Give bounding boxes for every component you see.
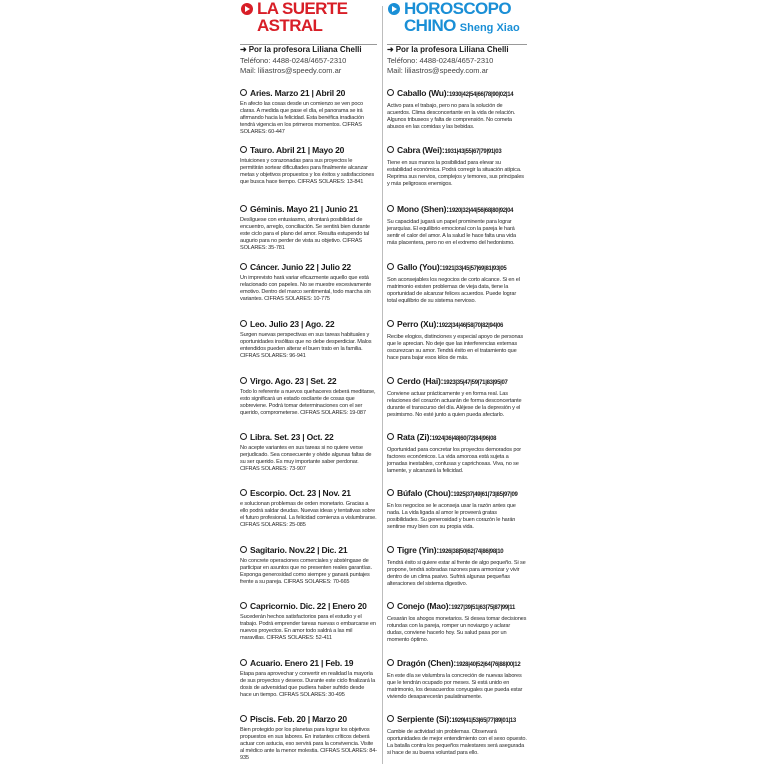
sign-name: Leo. Julio 23 | Ago. 22: [250, 319, 335, 329]
sign-text: En afecto las cosas desde un comienzo se ven poco claras. A medida que pase el día, el panorama se irá afirmando hacia la felicidad. Esta benéfica irradiación tendrá vigencia en los primeros momentos. CIFRAS SOLARES: 60-447: [240, 101, 364, 136]
sign-text: Deslíguese con entusiasmo, afrontará posibilidad de encuentro, arreglo, conciliación. Se sentirá bien durante este ciclo para el plano del amor. Resulta estupendo tal augurio para no perder de vista su objetivo. CIFRAS SOLARES: 35-781: [240, 217, 370, 252]
bullet-icon: [240, 205, 247, 212]
sign-entry: [240, 204, 377, 252]
sign-entry: [387, 545, 527, 588]
sign-text: Etapa para aprovechar y convertir en realidad la mayoría de sus proyectos y deseos. Durante este ciclo finalizará la dosis de adversidad que pudiera haber sufrido desde hace un tiempo. CIFRAS SOLARES: 30-495: [240, 671, 376, 699]
sign-text: Tiene en sus manos la posibilidad para elevar su estabilidad económica. Podrá corregir la situación atípica. Reprima sus nervios, complejos y temores, sus principales y más peligrosos enemigos.: [387, 160, 524, 188]
sign-years: 1927|39|51|63|75|87|99|11: [451, 605, 516, 611]
sign-text: Tendrá éxito si quiere estar al frente de algo pequeño. Si se propone, tendrá sobradas razones para armonizar y vivir dentro de un clima pasivo. Sufrirá algunas pequeñas alteraciones del sistema digestivo.: [387, 560, 526, 588]
sign-text: e solucionan problemas de orden monetario. Gracias a ello podrá saldar deudas. Nuevas ideas y tentativas sobre el futuro profesional. La felicidad comienza a vislumbrarse. CIFRAS SOLARES: 25-085: [240, 501, 377, 529]
sign-name: Virgo. Ago. 23 | Set. 22: [250, 376, 337, 386]
arrow-icon: ➜: [240, 45, 247, 54]
chinese-column: [387, 0, 527, 770]
sign-name: Gallo (You):: [397, 262, 443, 272]
sign-years: 1926|38|50|62|74|86|98|10: [439, 549, 504, 555]
bullet-icon: [240, 146, 247, 153]
astral-author: [240, 45, 362, 54]
sign-text: Recibe elogios, distinciones y especial apoyo de personas que le aprecian. No deje que las interferencias externas oscurezcan su amor. Tendrá éxito en el tratamiento que hace para bajar esos kilos de más.: [387, 334, 524, 362]
sign-text: No acepte variantes en sus tareas si no quiere verse perjudicado. Sea consecuente y olvide algunas faltas de su ser querido. Es muy importante saber perdonar. CIFRAS SOLARES: 73-907: [240, 445, 372, 473]
sign-entry: [387, 376, 527, 419]
sign-text: Intuiciones y corazonadas para sus proyectos le permitirán sortear dificultades para finalmente alcanzar metas y objetivos propuestos y los éxitos y satisfacciones que busca hace tiempo. CIFRAS SOLARES: 13-841: [240, 158, 375, 186]
sign-entry: [387, 88, 527, 131]
sign-name: Escorpio. Oct. 23 | Nov. 21: [250, 488, 351, 498]
sign-name: Cáncer. Junio 22 | Julio 22: [250, 262, 351, 272]
chinese-title-line2: [404, 17, 520, 37]
sign-name: Piscis. Feb. 20 | Marzo 20: [250, 714, 347, 724]
sign-text: Bien protegido por los planetas para lograr los objetivos propuestos en sus labores. En instantes críticos deberá actuar con astucia, eso servirá para la convivencia. Visite al médico ante la menor molestia. CIFRAS SOLARES: 84-935: [240, 727, 377, 762]
bullet-icon: [387, 659, 394, 666]
sign-years: 1921|33|45|57|69|81|93|05: [442, 266, 507, 272]
sign-text: Cesarán los ahogos monetarios. Si desea tomar decisiones rotundas con la pareja, romper un noviazgo y aclarar dudas, conviene hacerlo hoy. Su salud pasa por un momento óptimo.: [387, 616, 527, 644]
sign-entry: [387, 488, 527, 531]
sign-entry: [387, 262, 527, 305]
sign-entry: [387, 601, 527, 644]
sign-text: Activo para el trabajo, pero no para la solución de acuerdos. Clima desconcertante en la vida de relación. Algunos tribuseos y falta de comprensión. No cometa abusos en las comidas y las bebidas.: [387, 103, 516, 131]
bullet-icon: [240, 602, 247, 609]
bullet-icon: [240, 377, 247, 384]
bullet-icon: [387, 433, 394, 440]
sign-name: Serpiente (Si):: [397, 714, 452, 724]
sign-entry: [240, 714, 377, 762]
sign-text: Sucederán hechos satisfactorios para el estudio y el trabajo. Podrá emprender tareas nuevas o embarcarse en nuevos proyectos. En amor todo saldrá a las mil maravillas. CIFRAS SOLARES: 52-411: [240, 614, 376, 642]
chinese-phone: Teléfono: 4488-0248/4657-2310: [387, 56, 494, 65]
sign-name: Libra. Set. 23 | Oct. 22: [250, 432, 334, 442]
sign-text: No concrete operaciones comerciales y absténgase de participar en asuntos que no presenten reales garantías. Exponga generosidad como siempre y ganará puntajes frente a su pareja. CIFRAS SOLARES: 70-665: [240, 558, 372, 586]
bullet-icon: [387, 146, 394, 153]
bullet-icon: [240, 715, 247, 722]
sign-entry: [387, 145, 527, 188]
sign-years: 1923|35|47|59|71|83|95|07: [443, 380, 508, 386]
bullet-icon: [387, 320, 394, 327]
astral-header: [240, 0, 377, 44]
arrow-icon: ➜: [387, 45, 394, 54]
bullet-icon: [240, 263, 247, 270]
chinese-author-name: Por la profesora Liliana Chelli: [395, 45, 509, 54]
sign-name: Perro (Xu):: [397, 319, 439, 329]
sign-text: Todo lo referente a nuevos quehaceres deberá meditarse, esto significará un estado oscilante de cosas que sobreviene. Podrá tomar determinaciones con el ser querido, comprometerse. CIFRAS SOLARES: 19-087: [240, 389, 376, 417]
sign-name: Acuario. Enero 21 | Feb. 19: [250, 658, 354, 668]
bullet-icon: [240, 659, 247, 666]
bullet-icon: [387, 205, 394, 212]
sign-name: Dragón (Chen):: [397, 658, 457, 668]
bullet-icon: [240, 433, 247, 440]
sign-entry: [240, 658, 377, 699]
sign-years: 1929|41|53|65|77|89|01|13: [451, 718, 516, 724]
astral-mail: Mail: liliastros@speedy.com.ar: [240, 66, 342, 75]
bullet-icon: [387, 715, 394, 722]
sign-text: Surgen nuevas perspectivas en sus tareas habituales y oportunidades insólitas que no debe desperdiciar. Malos entendidos pueden alterar el buen trato en la familia. CIFRAS SOLARES: 96-941: [240, 332, 372, 360]
bullet-icon: [387, 546, 394, 553]
chinese-author: [387, 45, 509, 54]
sign-name: Cerdo (Hai):: [397, 376, 444, 386]
bullet-icon: [387, 489, 394, 496]
sign-entry: [387, 432, 527, 475]
sign-text: En este día se vislumbra la concreción de nuevas labores que le tendrán ocupado por meses. Si está unido en matrimonio, los desacuerdos conyugales que pueda estar viviendo desaparecerán paulatinamente.: [387, 673, 523, 701]
astral-title-line2: ASTRAL: [257, 16, 323, 35]
sign-entry: [387, 319, 527, 362]
sign-entry: [240, 88, 377, 136]
sign-name: Rata (Zi):: [397, 432, 432, 442]
sign-name: Aries. Marzo 21 | Abril 20: [250, 88, 346, 98]
sign-text: Son aconsejables los negocios de corto alcance. Si en el matrimonio existen problemas de vieja data, tiene la oportunidad de alcanzar felices acuerdos. Puede lograr total equilibrio de su sistema nervioso.: [387, 277, 520, 305]
sign-entry: [240, 545, 377, 586]
sign-text: Conviene actuar prácticamente y en forma real. Las relaciones del corazón actuarán de forma desconcertante durante el transcurso del día. Aléjese de la depresión y el pesimismo. No esté junto a quien pueda afectarlo.: [387, 391, 522, 419]
sign-text: En los negocios se le aconseja usar la razón antes que nada. La vida ligada al amor le proveerá gratas posibilidades. Su generosidad y buen corazón le harán sentirse muy bien con su propia vida.: [387, 503, 516, 531]
bullet-icon: [240, 489, 247, 496]
sign-years: 1928|40|52|64|76|88|00|12: [456, 662, 521, 668]
sign-name: Conejo (Mao):: [397, 601, 452, 611]
sign-text: Oportunidad para concretar los proyectos demorados por factores económicos. La vida amorosa está sujeta a jornadas inestables, confusas y caprichosas. Viva, no se lamente, y alcanzará la felicidad.: [387, 447, 521, 475]
sign-entry: [240, 376, 377, 417]
sign-name: Sagitario. Nov.22 | Dic. 21: [250, 545, 348, 555]
sign-name: Tauro. Abril 21 | Mayo 20: [250, 145, 345, 155]
bullet-icon: [387, 89, 394, 96]
sign-entry: [240, 145, 377, 186]
bullet-icon: [240, 320, 247, 327]
sign-name: Búfalo (Chou):: [397, 488, 454, 498]
astral-title-line1: LA SUERTE: [257, 0, 348, 18]
bullet-icon: [387, 263, 394, 270]
astral-author-name: Por la profesora Liliana Chelli: [248, 45, 362, 54]
arrow-right-icon: [388, 3, 400, 15]
bullet-icon: [387, 602, 394, 609]
sign-entry: [240, 601, 377, 642]
sign-years: 1925|37|49|61|73|85|97|09: [453, 492, 518, 498]
chinese-subtitle: Sheng Xiao: [459, 22, 520, 34]
sign-entry: [240, 319, 377, 360]
sign-name: Géminis. Mayo 21 | Junio 21: [250, 204, 358, 214]
sign-years: 1920|32|44|56|68|80|92|04: [448, 208, 514, 214]
sign-entry: [240, 432, 377, 473]
sign-entry: [387, 714, 527, 757]
sign-entry: [240, 262, 377, 303]
bullet-icon: [387, 377, 394, 384]
sign-name: Cabra (Wei):: [397, 145, 445, 155]
sign-entry: [387, 204, 527, 247]
chinese-title-word: CHINO: [404, 16, 456, 35]
sign-entry: [240, 488, 377, 529]
sign-name: Mono (Shen):: [397, 204, 449, 214]
sign-years: 1924|36|48|60|72|84|96|08: [431, 436, 497, 442]
chinese-mail: Mail: liliastros@speedy.com.ar: [387, 66, 489, 75]
sign-years: 1922|34|46|58|70|82|94|06: [438, 323, 504, 329]
chinese-header: [387, 0, 527, 44]
sign-text: Su capacidad jugará un papel prominente para lograr jerarquías. El equilibrio emocional con la pareja le hará sentir el calor del amor. A la salud le hace falta una vida más placentera, pero no en el extremo del hedonismo.: [387, 219, 516, 247]
sign-text: Un imprevisto hará variar eficazmente aquello que está relacionado con papeles. No se muestre excesivamente emotivo. Dentro del marco sentimental, todo marcha sin variantes. CIFRAS SOLARES: 10-775: [240, 275, 372, 303]
sign-years: 1930|42|54|66|78|90|02|14: [449, 92, 514, 98]
sign-name: Tigre (Yin):: [397, 545, 439, 555]
chinese-title-line1: HOROSCOPO: [404, 0, 512, 18]
bullet-icon: [240, 546, 247, 553]
astral-column: [240, 0, 377, 770]
astral-phone: Teléfono: 4488-0248/4657-2310: [240, 56, 347, 65]
sign-years: 1931|43|55|67|79|91|03: [444, 149, 502, 155]
bullet-icon: [240, 89, 247, 96]
sign-name: Caballo (Wu):: [397, 88, 450, 98]
sign-entry: [387, 658, 527, 701]
sign-name: Capricornio. Dic. 22 | Enero 20: [250, 601, 367, 611]
arrow-right-icon: [241, 3, 253, 15]
sign-text: Cambie de actividad sin problemas. Observará oportunidades de mejor entendimiento con el sexo opuesto. La batalla contra los pequeños malestares será asegurada si hace de su buena voluntad para ello.: [387, 729, 527, 757]
column-divider: [382, 6, 383, 764]
